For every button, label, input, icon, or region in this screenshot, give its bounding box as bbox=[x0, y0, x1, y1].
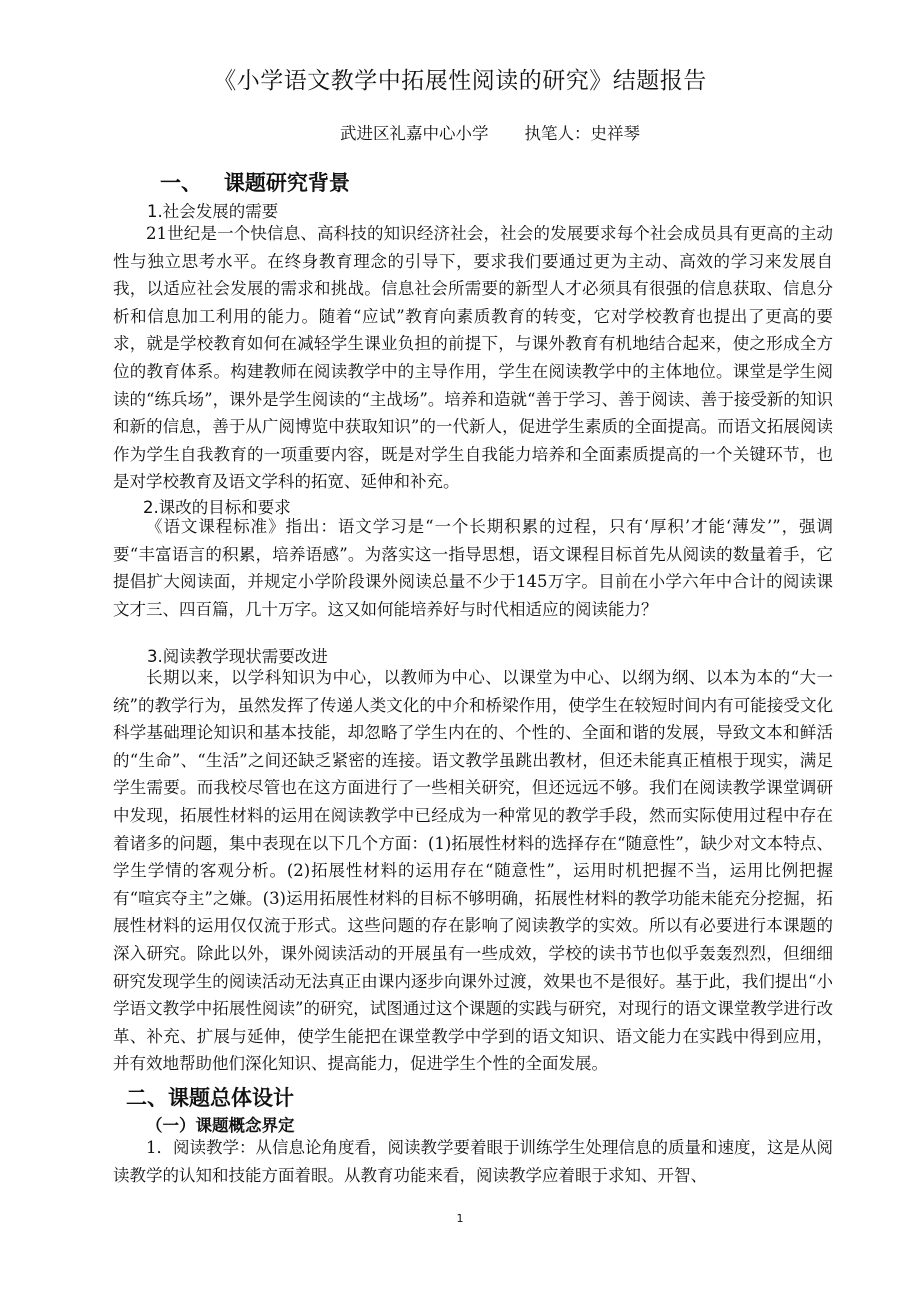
report-title: 《小学语文教学中拓展性阅读的研究》结题报告 bbox=[213, 68, 707, 94]
section1-sub2-paragraph: 《语文课程标准》指出：语文学习是“一个长期积累的过程，只有‘厚积’才能‘薄发’”，强调要“丰富语言的积累，培养语感”。为落实这一指导思想，语文课程目标首先从阅读的数量着手，它提倡扩大阅读面，并规定小学阶段课外阅读总量不少于145万字。目前在小学六年中合计的阅读课文才三、四百篇，几十万字。这又如何能培养好与时代相适应的阅读能力？ bbox=[113, 517, 833, 619]
section1-sub3-heading: 3.阅读教学现状需要改进 bbox=[147, 647, 328, 666]
section2-heading: 二、课题总体设计 bbox=[126, 1086, 294, 1110]
section1-sub3-paragraph: 长期以来，以学科知识为中心，以教师为中心、以课堂为中心、以纲为纲、以本为本的“大一统”的教学行为，虽然发挥了传递人类文化的中介和桥梁作用，使学生在较短时间内有可能接受文化科学基础理论知识和基本技能，却忽略了学生内在的、个性的、全面和谐的发展，导致文本和鲜活的“生命”、“生活”之间还缺乏紧密的连接。语文教学虽跳出教材，但还未能真正植根于现实，满足学生需要。而我校尽管也在这方面进行了一些相关研究，但还远远不够。我们在阅读教学课堂调研中发现，拓展性材料的运用在阅读教学中已经成为一种常见的教学手段，然而实际使用过程中存在着诸多的问题，集中表现在以下几个方面：(1)拓展性材料的选择存在“随意性”，缺少对文本特点、学生学情的客观分析。(2)拓展性材料的运用存在“随意性”，运用时机把握不当，运用比例把握有“喧宾夺主”之嫌。(3)运用拓展性材料的目标不够明确，拓展性材料的教学功能未能充分挖掘，拓展性材料的运用仅仅流于形式。这些问题的存在影响了阅读教学的实效。所以有必要进行本课题的深入研究。除此以外，课外阅读活动的开展虽有一些成效，学校的读书节也似乎轰轰烈烈，但细细研究发现学生的阅读活动无法真正由课内逐步向课外过渡，效果也不是很好。基于此，我们提出“小学语文教学中拓展性阅读”的研究，试图通过这个课题的实践与研究，对现行的语文课堂教学进行改革、补充、扩展与延伸，使学生能把在课堂教学中学到的语文知识、语文能力在实践中得到应用，并有效地帮助他们深化知识、提高能力，促进学生个性的全面发展。 bbox=[113, 668, 833, 1074]
section2-sub1-paragraph: 1．阅读教学：从信息论角度看，阅读教学要着眼于训练学生处理信息的质量和速度，这是从阅读教学的认知和技能方面着眼。从教育功能来看，阅读教学应着眼于求知、开智、 bbox=[113, 1138, 833, 1185]
school-name: 武进区礼嘉中心小学 bbox=[340, 124, 489, 143]
section1-heading: 一、 课题研究背景 bbox=[160, 171, 350, 195]
section2-sub1-heading: （一）课题概念界定 bbox=[146, 1116, 295, 1135]
section1-sub1-paragraph: 21世纪是一个快信息、高科技的知识经济社会，社会的发展要求每个社会成员具有更高的主动性与独立思考水平。在终身教育理念的引导下，要求我们要通过更为主动、高效的学习来发展自我，以适应社会发展的需求和挑战。信息社会所需要的新型人才必须具有很强的信息获取、信息分析和信息加工利用的能力。随着“应试”教育向素质教育的转变，它对学校教育也提出了更高的要求，就是学校教育如何在减轻学生课业负担的前提下，与课外教育有机地结合起来，使之形成全方位的教育体系。构建教师在阅读教学中的主导作用，学生在阅读教学中的主体地位。课堂是学生阅读的“练兵场”，课外是学生阅读的“主战场”。培养和造就“善于学习、善于阅读、善于接受新的知识和新的信息，善于从广阅博览中获取知识”的一代新人，促进学生素质的全面提高。而语文拓展阅读作为学生自我教育的一项重要内容，既是对学生自我能力培养和全面素质提高的一个关键环节，也是对学校教育及语文学科的拓宽、延伸和补充。 bbox=[113, 224, 833, 492]
author-line bbox=[0, 120, 920, 144]
page-number: 1 bbox=[456, 1212, 464, 1225]
writer-name: 执笔人：史祥琴 bbox=[524, 124, 640, 143]
section1-sub1-heading: 1.社会发展的需要 bbox=[147, 202, 279, 221]
section1-sub2-heading: 2.课改的目标和要求 bbox=[143, 498, 291, 517]
